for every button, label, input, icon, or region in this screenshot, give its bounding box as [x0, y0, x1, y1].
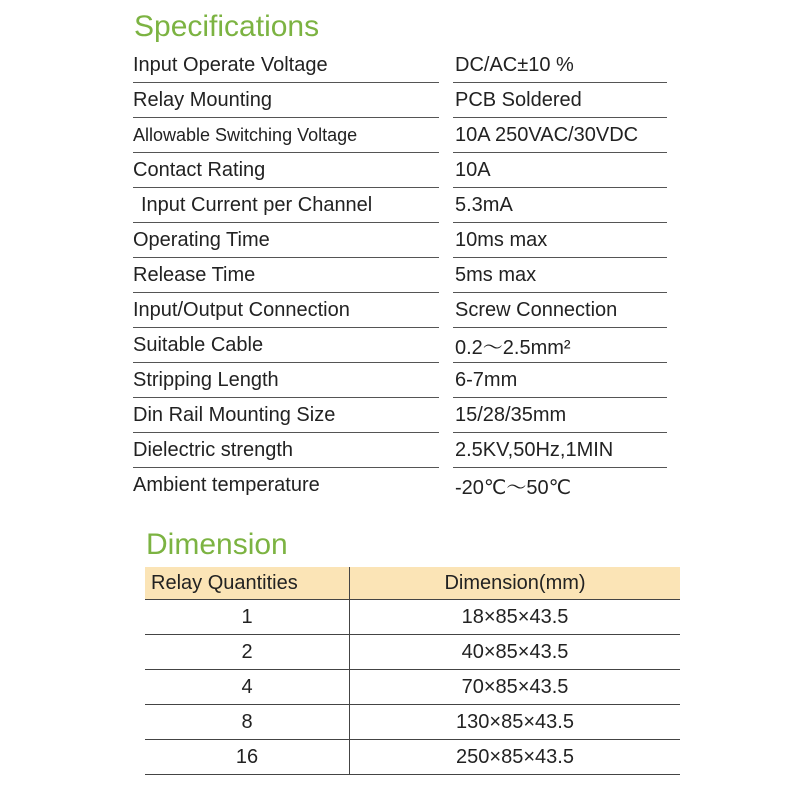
spec-row — [133, 398, 667, 433]
spec-label: Dielectric strength — [133, 433, 439, 468]
column-header-relay-quantities: Relay Quantities — [145, 567, 350, 600]
spec-value — [453, 83, 667, 118]
relay-quantity-cell: 2 — [145, 635, 350, 670]
spec-label: Contact Rating — [133, 153, 439, 188]
spec-row — [133, 433, 667, 468]
spec-value — [453, 48, 667, 83]
table-row — [145, 600, 680, 635]
spec-label: Input Operate Voltage — [133, 48, 439, 83]
spec-value-text: 10A — [455, 158, 491, 181]
dimension-table — [145, 567, 680, 775]
column-header-dimension: Dimension(mm) — [350, 567, 681, 600]
spec-label: Suitable Cable — [133, 328, 439, 363]
spec-label: Relay Mounting — [133, 83, 439, 118]
specifications-table — [133, 48, 667, 503]
spec-value-text: 2.5KV,50Hz,1MIN — [455, 438, 614, 461]
spec-label: Allowable Switching Voltage — [133, 118, 439, 153]
spec-row — [133, 118, 667, 153]
spec-row — [133, 328, 667, 363]
dimension-title: Dimension — [146, 528, 288, 561]
spec-value — [453, 223, 667, 258]
dimension-cell: 40×85×43.5 — [350, 635, 681, 670]
spec-label: Din Rail Mounting Size — [133, 398, 439, 433]
spec-label: Operating Time — [133, 223, 439, 258]
spec-label: Input/Output Connection — [133, 293, 439, 328]
spec-label: Stripping Length — [133, 363, 439, 398]
spec-row — [133, 188, 667, 223]
spec-value-text: 10A 250VAC/30VDC — [455, 123, 639, 146]
spec-label: Ambient temperature — [133, 474, 320, 496]
spec-row — [133, 48, 667, 83]
spec-value-text: -20℃～50℃ — [455, 477, 572, 499]
spec-value — [453, 153, 667, 188]
spec-value — [453, 293, 667, 328]
spec-value-text: 5.3mA — [455, 193, 513, 216]
spec-value-text: DC/AC±10 % — [455, 53, 574, 76]
spec-value-text: 15/28/35mm — [455, 403, 567, 426]
spec-value-text: PCB Soldered — [455, 88, 582, 111]
spec-value — [453, 328, 667, 363]
table-row — [145, 740, 680, 775]
spec-value — [453, 258, 667, 293]
table-row — [145, 670, 680, 705]
spec-row — [133, 293, 667, 328]
specifications-title: Specifications — [134, 10, 320, 43]
dimension-header-row — [145, 567, 680, 600]
spec-row — [133, 468, 667, 503]
spec-value — [453, 118, 667, 153]
table-row — [145, 705, 680, 740]
spec-value-text: 5ms max — [455, 263, 537, 286]
dimension-cell: 250×85×43.5 — [350, 740, 681, 775]
relay-quantity-cell: 16 — [145, 740, 350, 775]
relay-quantity-cell: 8 — [145, 705, 350, 740]
spec-row — [133, 258, 667, 293]
spec-value-text: Screw Connection — [455, 298, 618, 321]
dimension-cell: 130×85×43.5 — [350, 705, 681, 740]
spec-row — [133, 83, 667, 118]
spec-value-text: 6-7mm — [455, 368, 518, 391]
spec-label: Input Current per Channel — [133, 188, 439, 223]
spec-value — [453, 468, 667, 503]
dimension-cell: 18×85×43.5 — [350, 600, 681, 635]
dimension-cell: 70×85×43.5 — [350, 670, 681, 705]
spec-row — [133, 223, 667, 258]
table-row — [145, 635, 680, 670]
spec-value-text: 10ms max — [455, 228, 548, 251]
spec-row — [133, 363, 667, 398]
spec-label: Release Time — [133, 258, 439, 293]
spec-value-text: 0.2～2.5mm² — [455, 336, 571, 359]
spec-value — [453, 433, 667, 468]
spec-value — [453, 188, 667, 223]
relay-quantity-cell: 1 — [145, 600, 350, 635]
spec-value — [453, 363, 667, 398]
spec-row — [133, 153, 667, 188]
spec-value — [453, 398, 667, 433]
relay-quantity-cell: 4 — [145, 670, 350, 705]
